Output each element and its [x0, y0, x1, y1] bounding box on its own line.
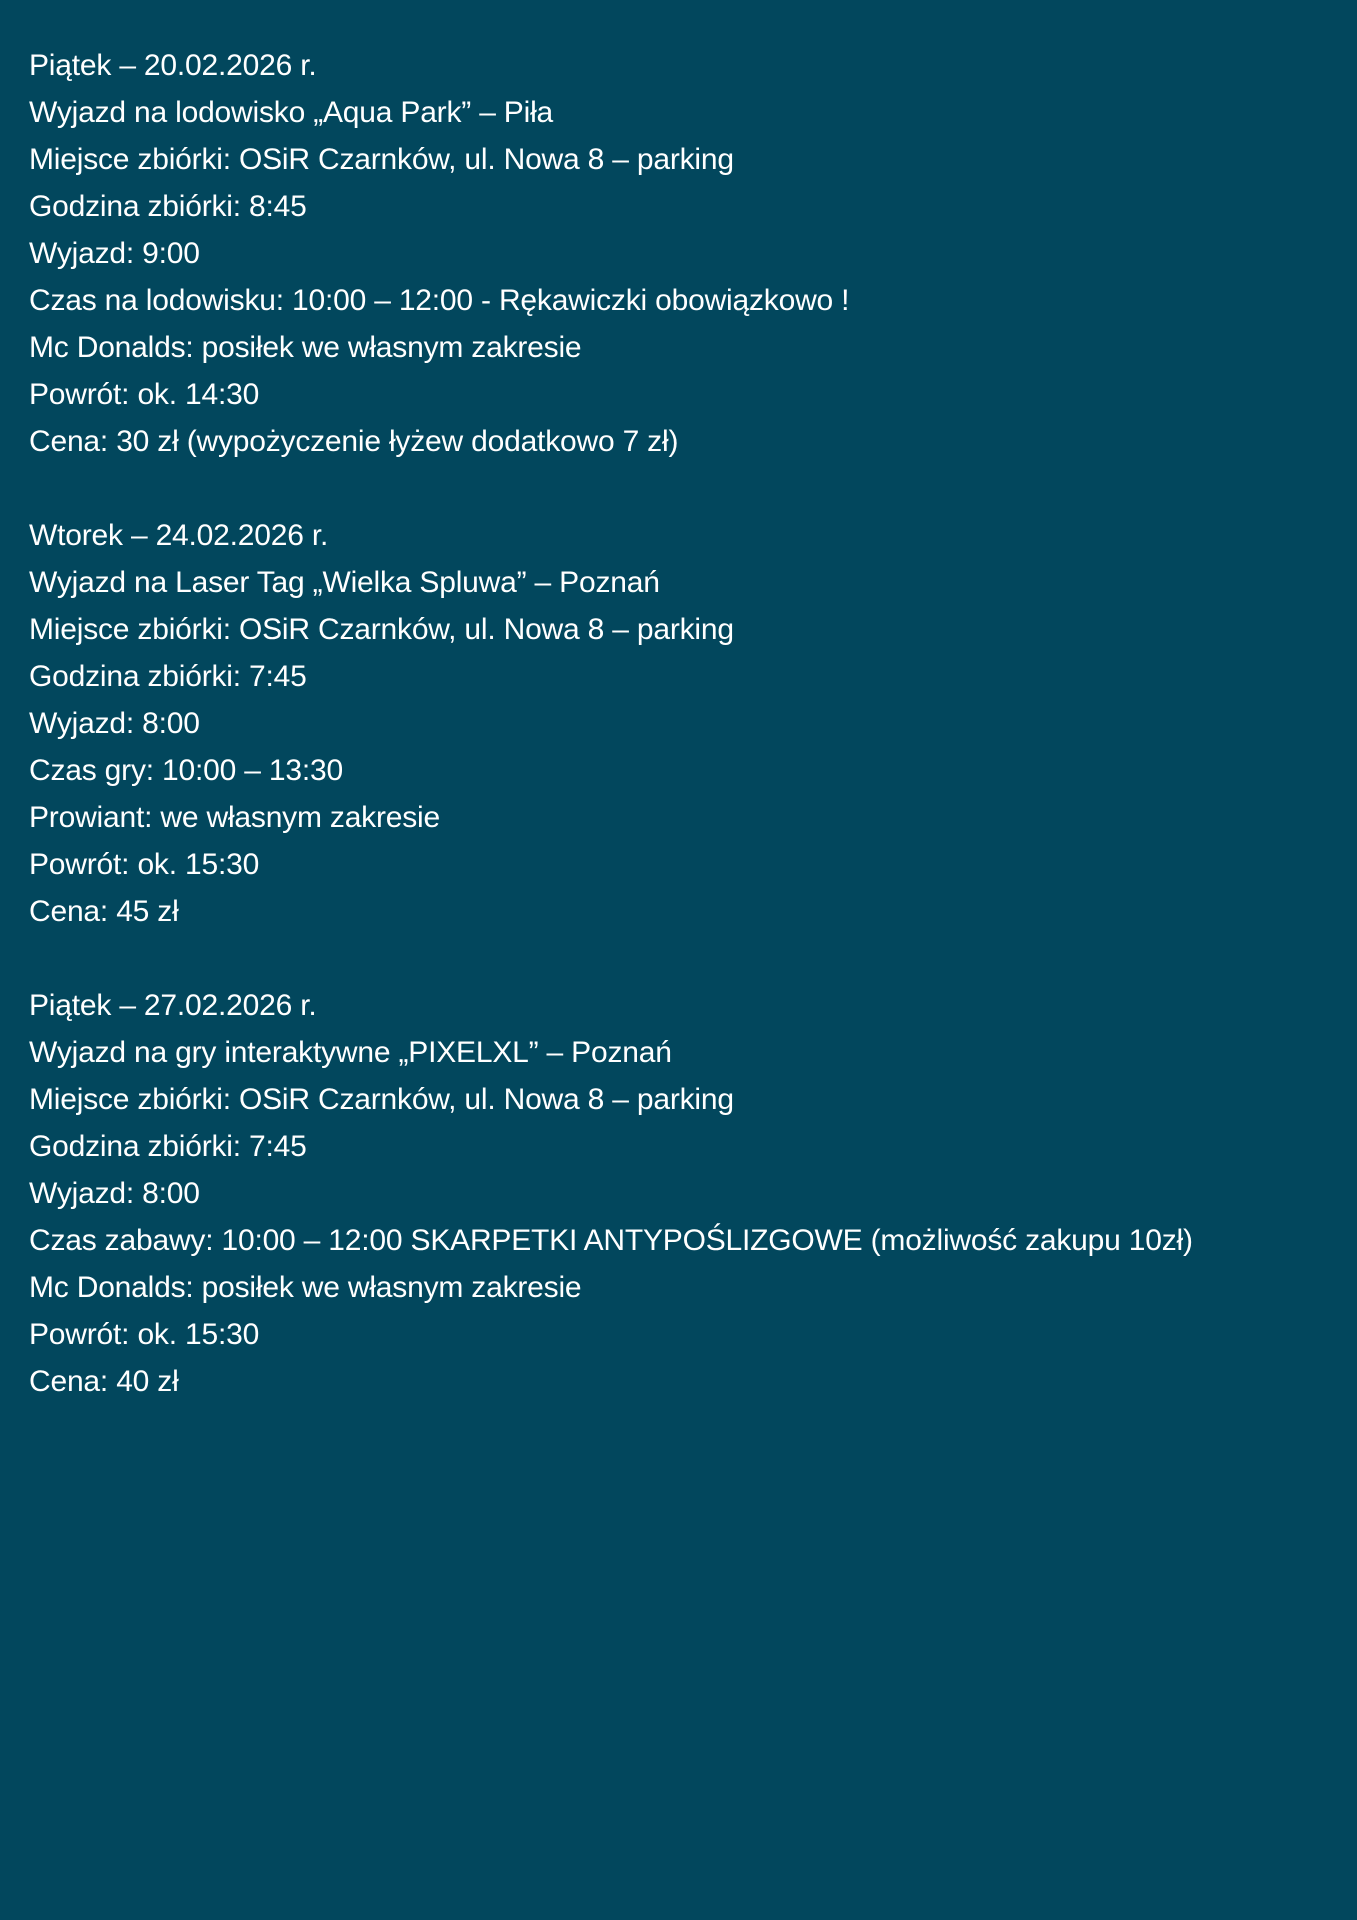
trip-section-laser-tag [29, 512, 1339, 935]
departure-time: Wyjazd: 8:00 [29, 707, 200, 740]
meeting-place: Miejsce zbiórki: OSiR Czarnków, ul. Nowa 8 – parking [29, 613, 734, 646]
trip-date: Wtorek – 24.02.2026 r. [29, 519, 329, 552]
meal-info: Mc Donalds: posiłek we własnym zakresie [29, 331, 582, 364]
meal-info: Prowiant: we własnym zakresie [29, 801, 441, 834]
meeting-time: Godzina zbiórki: 8:45 [29, 190, 307, 223]
return-time: Powrót: ok. 14:30 [29, 378, 260, 411]
meeting-place: Miejsce zbiórki: OSiR Czarnków, ul. Nowa 8 – parking [29, 143, 734, 176]
departure-time: Wyjazd: 8:00 [29, 1177, 200, 1210]
meeting-time: Godzina zbiórki: 7:45 [29, 1130, 307, 1163]
activity-time: Czas na lodowisku: 10:00 – 12:00 - Rękawiczki obowiązkowo ! [29, 284, 850, 317]
trip-section-interactive-games [29, 982, 1339, 1405]
trip-schedule [29, 42, 1339, 1452]
price: Cena: 40 zł [29, 1365, 179, 1398]
meal-info: Mc Donalds: posiłek we własnym zakresie [29, 1271, 582, 1304]
return-time: Powrót: ok. 15:30 [29, 1318, 260, 1351]
trip-destination: Wyjazd na Laser Tag „Wielka Spluwa” – Poznań [29, 566, 660, 599]
departure-time: Wyjazd: 9:00 [29, 237, 200, 270]
activity-time: Czas gry: 10:00 – 13:30 [29, 754, 343, 787]
price: Cena: 30 zł (wypożyczenie łyżew dodatkowo 7 zł) [29, 425, 679, 458]
price: Cena: 45 zł [29, 895, 179, 928]
trip-date: Piątek – 27.02.2026 r. [29, 989, 317, 1022]
trip-destination: Wyjazd na lodowisko „Aqua Park” – Piła [29, 96, 554, 129]
trip-section-ice-rink [29, 42, 1339, 465]
trip-date: Piątek – 20.02.2026 r. [29, 49, 317, 82]
activity-time: Czas zabawy: 10:00 – 12:00 SKARPETKI ANTYPOŚLIZGOWE (możliwość zakupu 10zł) [29, 1224, 1193, 1257]
meeting-place: Miejsce zbiórki: OSiR Czarnków, ul. Nowa 8 – parking [29, 1083, 734, 1116]
trip-destination: Wyjazd na gry interaktywne „PIXELXL” – Poznań [29, 1036, 672, 1069]
meeting-time: Godzina zbiórki: 7:45 [29, 660, 307, 693]
return-time: Powrót: ok. 15:30 [29, 848, 260, 881]
